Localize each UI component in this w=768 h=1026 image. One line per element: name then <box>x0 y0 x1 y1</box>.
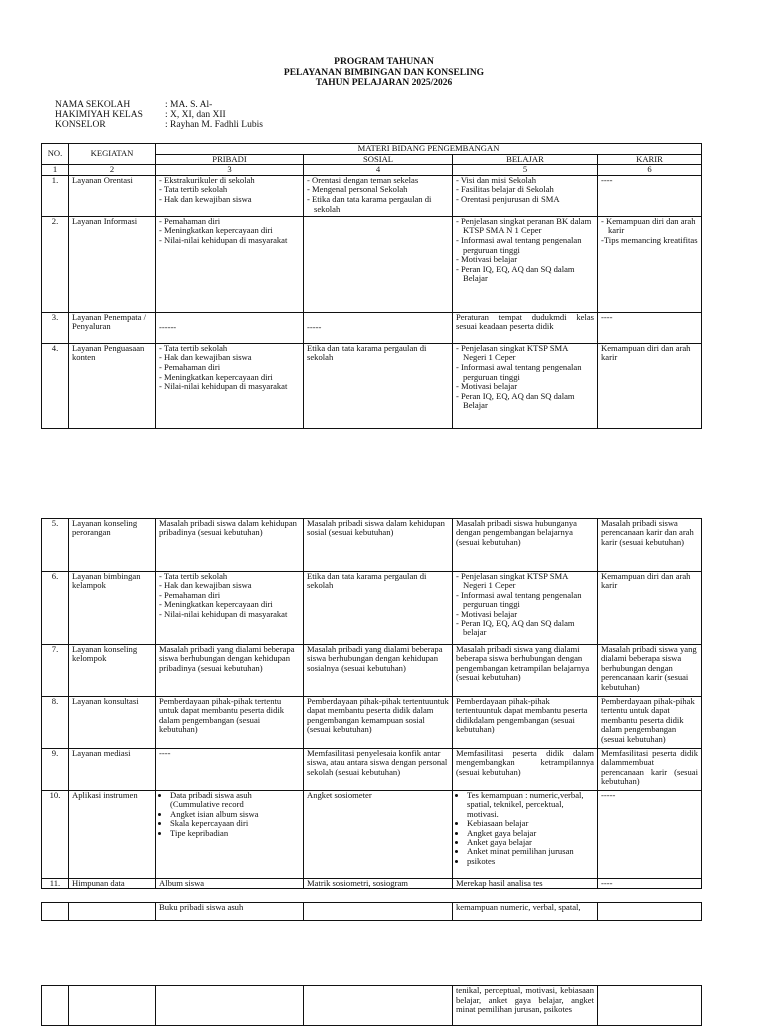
title-line-2: PELAYANAN BIMBINGAN DAN KONSELING <box>283 67 485 78</box>
program-table-part-1 <box>41 143 702 429</box>
table-row: 11. Himpunan data Album siswa Matrik sosiometri, sosiogram Merekap hasil analisa tes ---- <box>42 879 702 889</box>
table-row: 5. Layanan konseling perorangan Masalah pribadi siswa dalam kehidupan pribadinya (sesuai kebutuhan) Masalah pribadi siswa dalam kehidupan sosial (sesuai kebutuhan) Masalah pribadi siswa hubunganya dengan pengembangan belajarnya (sesuai kebutuhan) Masalah pribadi siswa perencanaan karir dan arah karir (sesuai kebutuhan) <box>42 519 702 572</box>
table-row: 4. Layanan Penguasaan konten - Tata tertib sekolah - Hak dan kewajiban siswa - Pemahaman diri - Meningkatkan kepercayaan diri - Nilai-nilai kehidupan di masyarakat Etika dan tata karama pergaulan di sekolah - Penjelasan singkat KTSP SMA Negeri 1 Ceper - Informasi awal tentang pengenalan perguruan tinggi - Motivasi belajar - Peran IQ, EQ, AQ dan SQ dalam Belajar Kemampuan diri dan arah karir <box>42 343 702 428</box>
header-karir: KARIR <box>598 154 702 165</box>
program-table-part-4 <box>41 985 702 1026</box>
title-line-3: TAHUN PELAJARAN 2025/2026 <box>315 78 453 88</box>
table-row: 10. Aplikasi instrumen • Data pribadi siswa asuh (Cummulative record • Angket isian album siswa • Skala kepercayaan diri • Tipe kepribadian Angket sosiometer • Tes kemampuan : numeric,verbal, spatial, teknikel, percektual, motivasi. • Kebiasaan belajar • Angket gaya belajar • Anket gaya belajar • Anket minat pemilihan jurusan • psikotes ----- <box>42 791 702 879</box>
info-row-class: HAKIMIYAH KELAS : X, XI, dan XII <box>55 110 226 120</box>
table-row: 3. Layanan Penempata / Penyaluran ------ ----- Peraturan tempat dudukmdi kelas sesuai keadaan peserta didik ---- <box>42 312 702 343</box>
header-no: NO. <box>42 144 69 165</box>
header-materi: MATERI BIDANG PENGEMBANGAN <box>156 144 702 155</box>
table-row: 9. Layanan mediasi ---- Memfasilitasi penyelesaia konfik antar siswa, atau antara siswa dengan personal sekolah (sesuai kebutuhan) Memfasilitasi peserta didik dalam mengembangkan ketrampilannya (sesuai kebutuhan) Memfasilitasi peserta didik dalammembuat perencanaan karir (sesuai kebutuhan) <box>42 749 702 791</box>
info-row-school: NAMA SEKOLAH : MA. S. Al- <box>55 100 213 110</box>
header-sosial: SOSIAL <box>304 154 453 165</box>
title-line-1: PROGRAM TAHUNAN <box>334 57 434 67</box>
table-row: 6. Layanan bimbingan kelampok - Tata tertib sekolah - Hak dan kewajiban siswa - Pemahaman diri - Meningkatkan kepercayaan diri - Nilai-nilai kehidupan di masyarakat Etika dan tata karama pergaulan di sekolah - Penjelasan singkat KTSP SMA Negeri 1 Ceper - Informasi awal tentang pengenalan perguruan tinggi - Motivasi belajar - Peran IQ, EQ, AQ dan SQ dalam belajar Kemampuan diri dan arah karir <box>42 572 702 645</box>
table-row: Buku pribadi siswa asuh kemampuan numeric, verbal, spatal, <box>42 903 702 921</box>
header-pribadi: PRIBADI <box>156 154 304 165</box>
table-row: 7. Layanan konseling kelompok Masalah pribadi yang dialami beberapa siswa berhubungan dengan kehidupan pribadinya (sesuai kebutuhan) Masalah pribadi yang dialami beberapa siswa berhubungan dengan kehidupan sosialnya (sesuai kebutuhan) Masalah pribadi siswa yang dialami beberapa siswa berhubungan dengan pengembangan ketrampilan belajarnya (sesuai kebutuhan) Masalah pribadi siswa yang dialami beberapa siswa berhubungan dengan perencanaan karir (sesuai kebutuhan) <box>42 645 702 697</box>
table-row: 2. Layanan Informasi - Pemahaman diri - Meningkatkan kepercayaan diri - Nilai-nilai kehidupan di masyarakat - Penjelasan singkat peranan BK dalam KTSP SMA N 1 Ceper - Informasi awal tentang pengenalan perguruan tinggi - Motivasi belajar - Peran IQ, EQ, AQ dan SQ dalam Belajar - Kemampuan diri dan arah karir -Tips memancing kreatifitas <box>42 216 702 312</box>
program-table-part-2 <box>41 518 702 889</box>
header-kegiatan: KEGIATAN <box>69 144 156 165</box>
program-table-part-3 <box>41 902 702 921</box>
table-row: tenikal, perceptual, motivasi, kebiasaan belajar, anket gaya belajar, angket minat pemilihan jurusan, psikotes <box>42 986 702 1026</box>
document-title <box>0 57 768 89</box>
school-info <box>55 100 263 130</box>
table-row: 1. Layanan Orentasi - Ekstrakurikuler di sekolah - Tata tertib sekolah - Hak dan kewajiban siswa - Orentasi dengan teman sekelas - Mengenal personal Sekolah - Etika dan tata karama pergaulan di sekolah - Visi dan misi Sekolah - Fasilitas belajar di Sekolah - Orentasi penjurusan di SMA ---- <box>42 175 702 216</box>
column-number-row: 1 2 3 4 5 6 <box>42 165 702 176</box>
table-row: 8. Layanan konsultasi Pemberdayaan pihak-pihak tertentu untuk dapat membantu peserta didik dalam pengembangan (sesuai kebutuhan) Pemberdayaan pihak-pihak tertentuuntuk dapat membantu peserta didik dalam pengembangan kemampuan sosial (sesuai kebutuhan) Pemberdayaan pihak-pihak tertentuuntuk dapat membantu peserta didikdalam pengembangan (sesuai kebutuhan) Pemberdayaan pihak-pihak tertentu untuk dapat membantu peserta didik dalam pengembangan (sesuai kebutuhan) <box>42 697 702 749</box>
header-belajar: BELAJAR <box>453 154 598 165</box>
info-row-counselor: KONSELOR : Rayhan M. Fadhli Lubis <box>55 120 263 130</box>
